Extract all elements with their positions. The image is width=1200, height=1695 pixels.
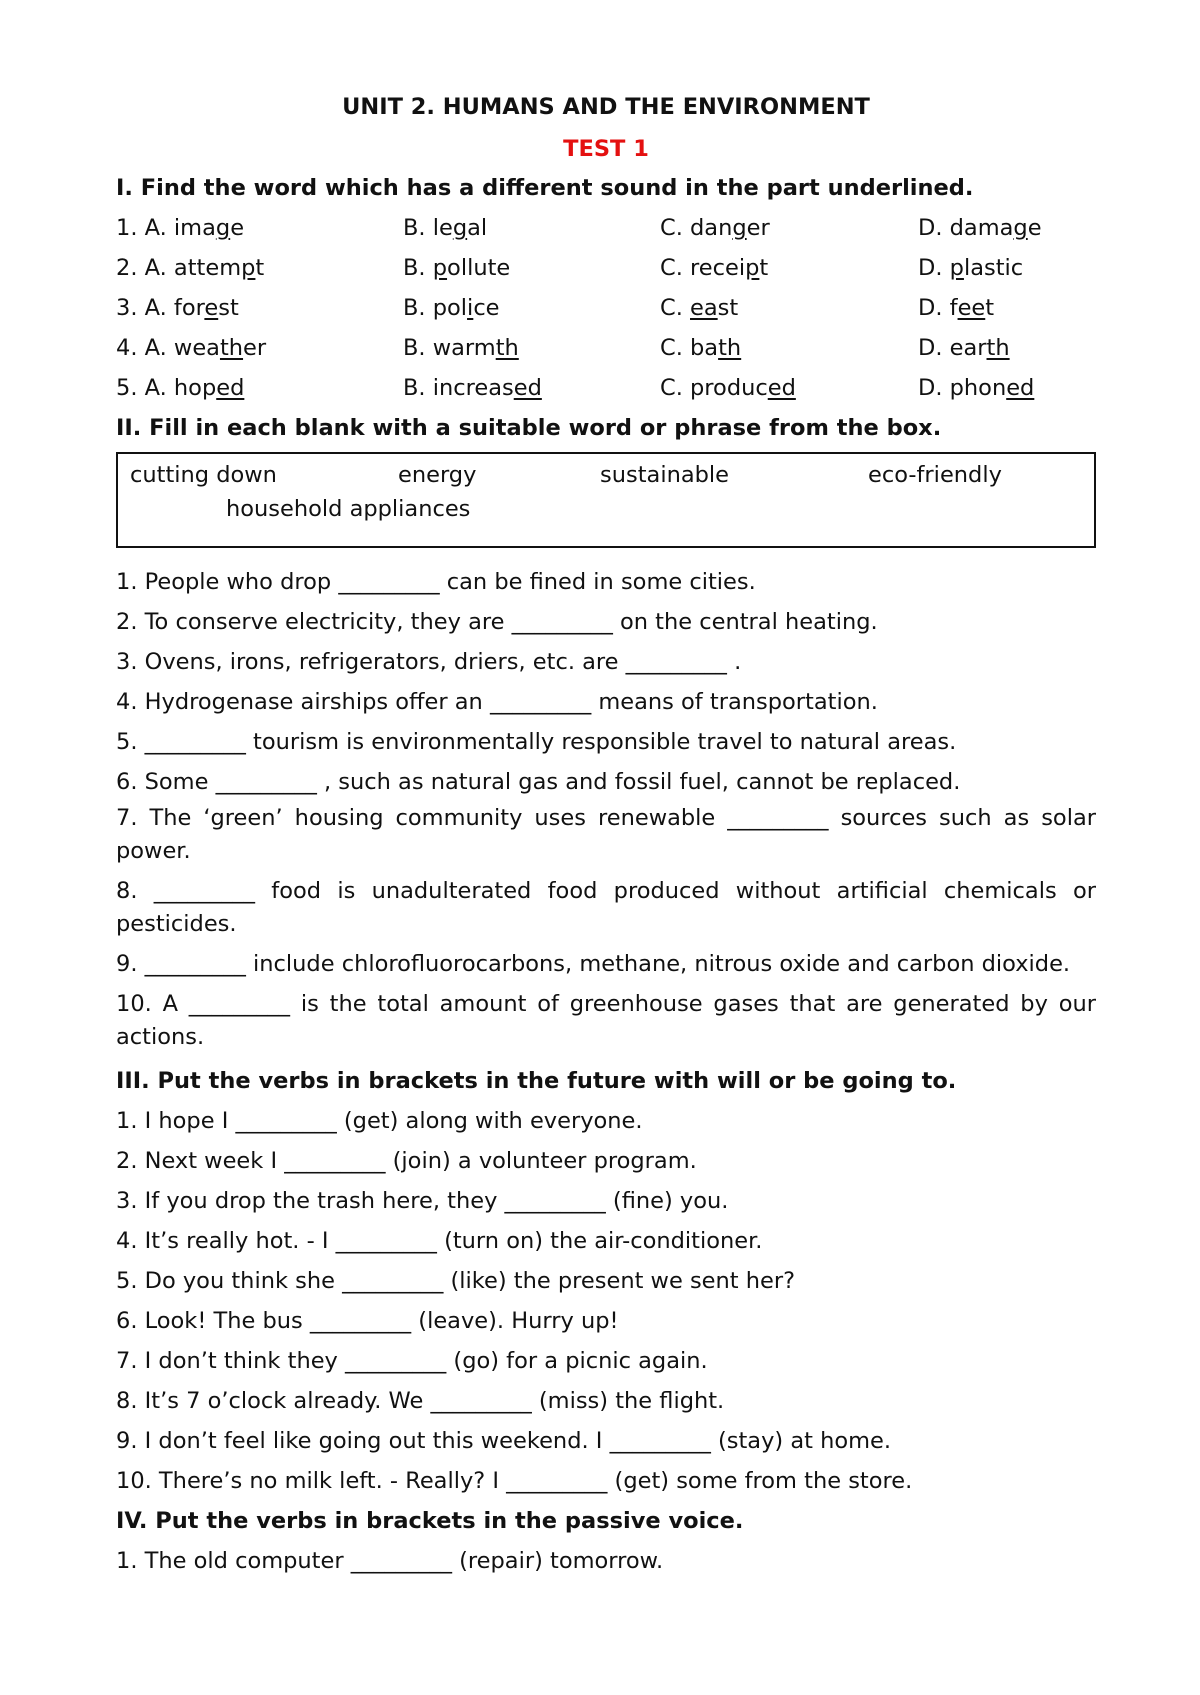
answer-option [116,208,244,248]
question-item: 4. Hydrogenase airships offer an _________ means of transportation. [116,689,878,715]
section-4-heading: IV. Put the verbs in brackets in the passive voice. [116,1508,744,1534]
box-word: sustainable [600,462,729,488]
box-word: cutting down [130,462,277,488]
option-text: 2. A. attem [116,255,242,281]
option-text: B. le [403,215,453,241]
option-text: D. ear [918,335,987,361]
pronunciation-table [116,208,1096,408]
underlined-part: ed [216,375,245,401]
box-word: eco-friendly [868,462,1002,488]
answer-option [116,248,264,288]
option-text: t [759,255,769,281]
answer-option [660,248,768,288]
section-2-heading: II. Fill in each blank with a suitable word or phrase from the box. [116,415,942,441]
underlined-part: i [467,295,474,321]
option-text: D. dama [918,215,1014,241]
option-text: D. phon [918,375,1007,401]
underlined-part: ed [767,375,796,401]
answer-option [403,208,487,248]
question-item: 8. It’s 7 o’clock already. We _________ (miss) the flight. [116,1388,725,1414]
underlined-part: th [495,335,519,361]
option-text: 4. A. wea [116,335,220,361]
underlined-part: th [986,335,1010,361]
option-text: al [467,215,488,241]
option-text: C. [660,295,691,321]
box-word: energy [398,462,477,488]
question-item: 5. _________ tourism is environmentally responsible travel to natural areas. [116,729,957,755]
option-text: 3. A. for [116,295,205,321]
section-2-questions [116,562,1096,1054]
box-word: household appliances [226,496,471,522]
option-text: t [255,255,265,281]
pronunciation-row [116,328,1096,368]
section-4-questions [116,1541,1096,1581]
section-1-heading: I. Find the word which has a different sound in the part underlined. [116,175,974,201]
question-item: 3. Ovens, irons, refrigerators, driers, etc. are _________ . [116,649,742,675]
underlined-part: g [1013,215,1028,241]
answer-option [660,368,796,408]
question-item: 5. Do you think she _________ (like) the present we sent her? [116,1268,796,1294]
answer-option [403,288,500,328]
underlined-part: ea [690,295,718,321]
underlined-part: th [718,335,742,361]
question-item: 2. Next week I _________ (join) a volunteer program. [116,1148,697,1174]
question-item: 3. If you drop the trash here, they _________ (fine) you. [116,1188,729,1214]
underlined-part: p [949,255,964,281]
underlined-part: p [432,255,448,281]
underlined-part: e [204,295,219,321]
underlined-part: g [452,215,468,241]
option-text: ce [473,295,500,321]
question-item: 9. _________ include chlorofluorocarbons, methane, nitrous oxide and carbon dioxide. [116,951,1071,977]
underlined-part: g [215,215,231,241]
option-text: 5. A. hop [116,375,217,401]
underlined-part: p [241,255,256,281]
question-item: 1. The old computer _________ (repair) tomorrow. [116,1548,664,1574]
option-text: C. ba [660,335,719,361]
option-text: 1. A. ima [116,215,216,241]
underlined-part: ee [957,295,986,321]
underlined-part: ed [1006,375,1035,401]
option-text: st [717,295,739,321]
option-text: B. pol [403,295,468,321]
answer-option [660,328,741,368]
answer-option [918,208,1042,248]
question-item: 2. To conserve electricity, they are _________ on the central heating. [116,609,878,635]
option-text: st [218,295,239,321]
option-text: D. [918,255,950,281]
option-text: e [1027,215,1042,241]
answer-option [403,368,542,408]
answer-option [403,328,519,368]
option-text: lastic [963,255,1024,281]
option-text: t [985,295,995,321]
question-item: 4. It’s really hot. - I _________ (turn on) the air-conditioner. [116,1228,763,1254]
question-item: 7. I don’t think they _________ (go) for a picnic again. [116,1348,708,1374]
answer-option [116,288,239,328]
question-item: 10. A _________ is the total amount of greenhouse gases that are generated by our actions. [116,991,1096,1050]
question-item: 7. The ‘green’ housing community uses renewable _________ sources such as solar power. [116,805,1096,864]
answer-option [403,248,510,288]
option-text: C. recei [660,255,746,281]
page-title: UNIT 2. HUMANS AND THE ENVIRONMENT [342,94,870,120]
answer-option [660,208,770,248]
underlined-part: g [732,215,747,241]
question-item: 8. _________ food is unadulterated food produced without artificial chemicals or pesticides. [116,878,1096,937]
option-text: er [243,335,267,361]
test-label: TEST 1 [563,136,649,162]
option-text: C. produc [660,375,768,401]
question-item: 1. People who drop _________ can be fined in some cities. [116,569,756,595]
answer-option [918,368,1034,408]
underlined-part: ed [513,375,542,401]
pronunciation-row [116,208,1096,248]
pronunciation-row [116,368,1096,408]
option-text: B. [403,255,433,281]
question-item: 10. There’s no milk left. - Really? I _________ (get) some from the store. [116,1468,913,1494]
answer-option [116,368,244,408]
pronunciation-row [116,288,1096,328]
option-text: B. increas [403,375,514,401]
question-item: 9. I don’t feel like going out this weekend. I _________ (stay) at home. [116,1428,892,1454]
answer-option [116,328,266,368]
answer-option [918,248,1023,288]
answer-option [660,288,738,328]
option-text: ollute [447,255,511,281]
option-text: B. warm [403,335,496,361]
section-3-heading: III. Put the verbs in brackets in the future with will or be going to. [116,1068,957,1094]
option-text: D. f [918,295,958,321]
underlined-part: th [219,335,244,361]
section-3-questions [116,1101,1096,1501]
question-item: 6. Some _________ , such as natural gas and fossil fuel, cannot be replaced. [116,769,961,795]
word-box [116,452,1096,548]
question-item: 1. I hope I _________ (get) along with everyone. [116,1108,643,1134]
worksheet-page [116,92,1096,1581]
option-text: e [230,215,245,241]
question-item: 6. Look! The bus _________ (leave). Hurry up! [116,1308,619,1334]
underlined-part: p [745,255,760,281]
option-text: er [746,215,770,241]
answer-option [918,328,1010,368]
pronunciation-row [116,248,1096,288]
answer-option [918,288,994,328]
option-text: C. dan [660,215,733,241]
